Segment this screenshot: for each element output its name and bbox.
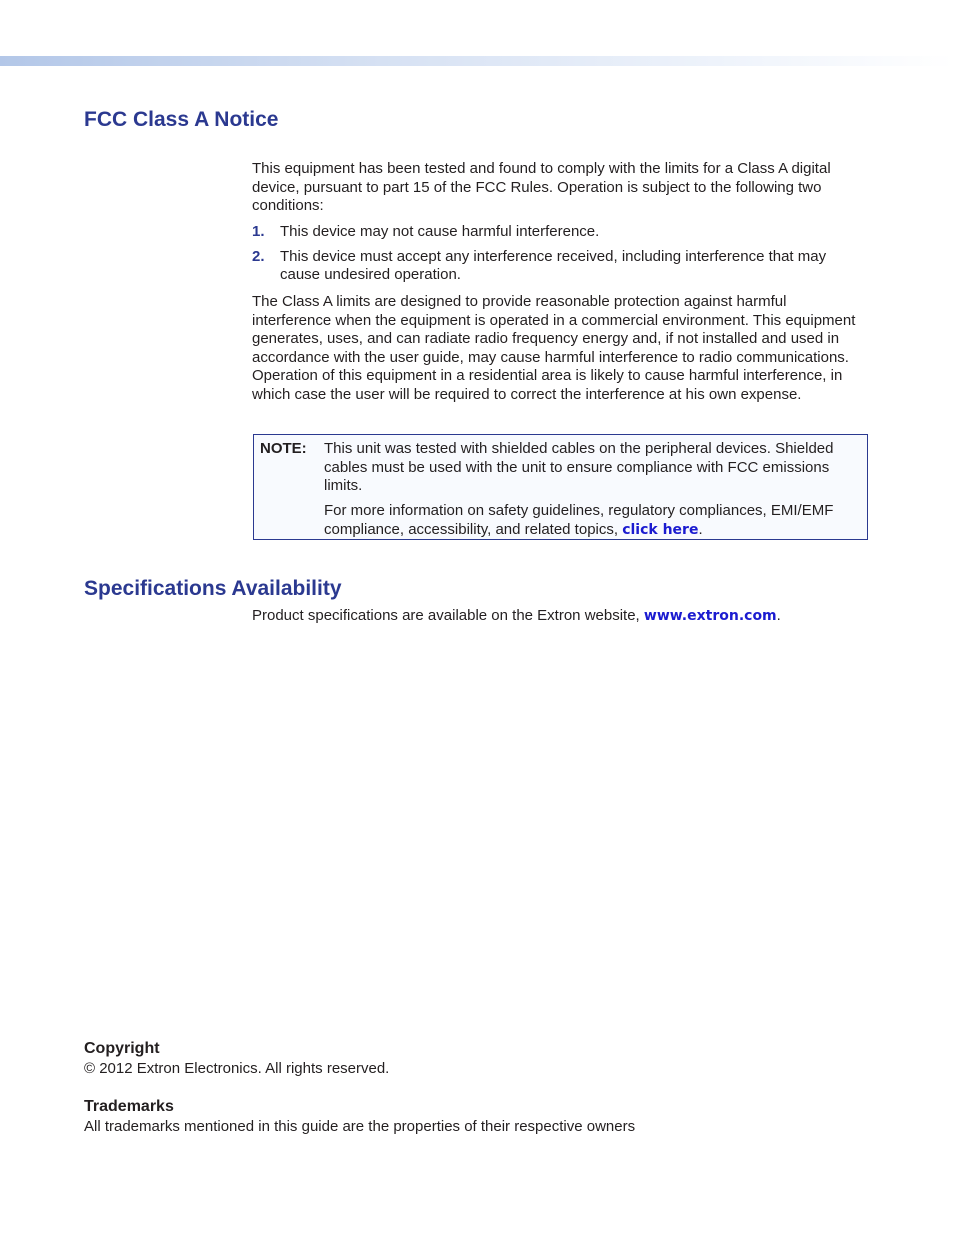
header-gradient-bar [0,56,954,66]
note-paragraph-more-info [324,502,854,539]
trademarks-heading: Trademarks [84,1098,174,1115]
fcc-intro-paragraph: This equipment has been tested and found to comply with the limits for a Class A digital device, pursuant to part 15 of the FCC Rules. Operation is subject to the following two conditions: [252,160,831,215]
copyright-text: © 2012 Extron Electronics. All rights reserved. [84,1060,390,1077]
note-label: NOTE: [260,440,307,457]
note-more-info-end: . [698,520,703,538]
copyright-heading: Copyright [84,1040,160,1057]
list-item-number: 1. [252,223,265,240]
trademarks-text: All trademarks mentioned in this guide are the properties of their respective owners [84,1118,636,1135]
specifications-text: Product specifications are available on the Extron website, [252,607,644,624]
list-item-text: This device may not cause harmful interference. [280,223,600,240]
fcc-notice-heading: FCC Class A Notice [84,108,279,131]
list-item [252,248,852,285]
list-item [252,223,852,242]
fcc-conditions-list [252,223,852,291]
list-item-text: This device must accept any interference received, including interference that may cause undesired operation. [280,247,827,284]
extron-website-link[interactable]: www.extron.com [643,608,777,624]
note-more-info-text: For more information on safety guidelines, regulatory compliances, EMI/EMF compliance, accessibility, and related topics, [324,502,834,538]
specifications-paragraph [252,607,872,626]
list-item-number: 2. [252,247,265,265]
note-paragraph-shielded-cables: This unit was tested with shielded cables on the peripheral devices. Shielded cables must be used with the unit to ensure compliance with FCC emissions limits. [324,440,834,495]
click-here-link[interactable]: click here [622,521,699,538]
specifications-heading: Specifications Availability [84,577,342,600]
fcc-limits-paragraph: The Class A limits are designed to provide reasonable protection against harmful interference when the equipment is operated in a commercial environment. This equipment generates, uses, and can radiate radio frequency energy and, if not installed and used in accordance with the user guide, may cause harmful interference to radio communications. Operation of this equipment in a residential area is likely to cause harmful interference, in which case the user will be required to correct the interference at his own expense. [252,293,856,403]
specifications-text-end: . [776,607,781,624]
note-box [253,434,868,540]
